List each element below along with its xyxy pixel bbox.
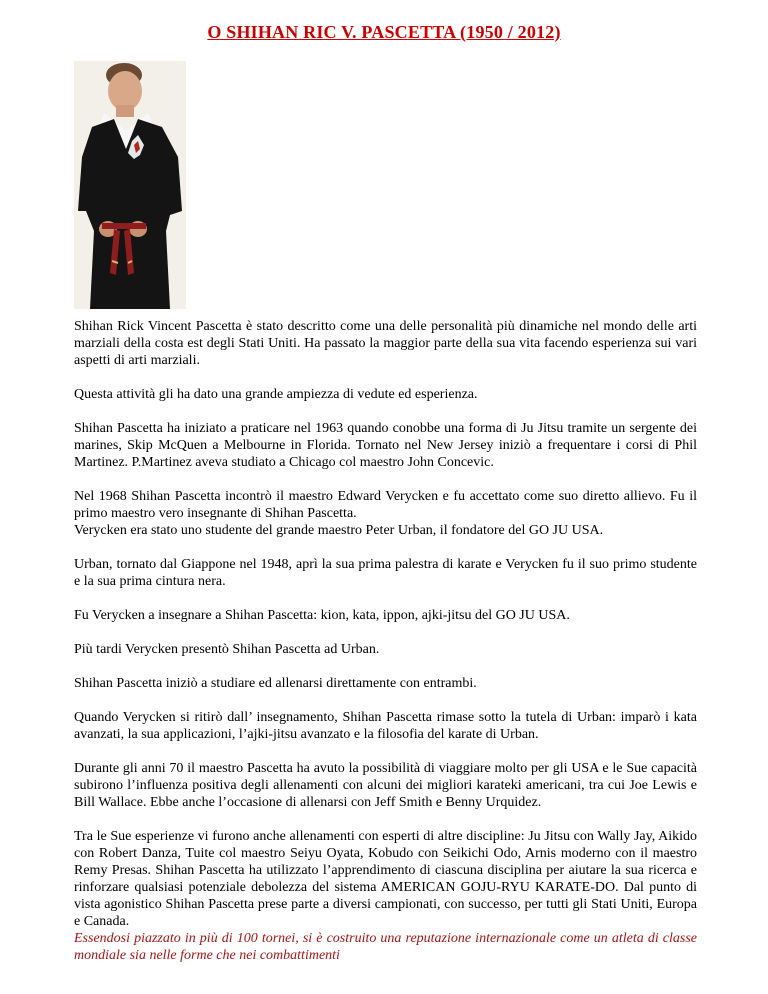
paragraph: Tra le Sue esperienze vi furono anche allenamenti con esperti di altre discipline: Ju Jitsu con Wally Jay, Aikido con Robert Danza, Tuite col maestro Seiyu Oyata, Kobudo con Seikichi Odo, Arnis moderno con il maestro Remy Presas. Shihan Pascetta ha utilizzato l’apprendimento di ciascuna disciplina per aiutare la sua ricerca e rinforzare qualsiasi potenziale debolezza del sistema AMERICAN GOJU-RYU KARATE-DO. Dal punto di vista agonistico Shihan Pascetta prese parte a diversi campionati, con successo, per tutti gli Stati Uniti, Europa e Canada. [74,829,697,929]
portrait-photo [74,61,186,309]
page-title: O SHIHAN RIC V. PASCETTA (1950 / 2012) [207,22,561,42]
paragraph: Durante gli anni 70 il maestro Pascetta ha avuto la possibilità di viaggiare molto per gli USA e le Sue capacità subirono l’influenza positiva degli allenamenti con alcuni dei migliori karateki americani, tra cui Joe Lewis e Bill Wallace. Ebbe anche l’occasione di allenarsi con Jeff Smith e Benny Urquidez. [74,761,697,810]
paragraph: Questa attività gli ha dato una grande ampiezza di vedute ed esperienza. [74,387,478,402]
paragraph: Più tardi Verycken presentò Shihan Pascetta ad Urban. [74,642,380,657]
closing-italic-paragraph: Essendosi piazzato in più di 100 tornei, si è costruito una reputazione internazionale come un atleta di classe mondiale sia nelle forme che nei combattimenti [74,931,697,963]
paragraph: Shihan Pascetta ha iniziato a praticare nel 1963 quando conobbe una forma di Ju Jitsu tramite un sergente dei marines, Skip McQuen a Melbourne in Florida. Tornato nel New Jersey iniziò a frequentare i corsi di Phil Martinez. P.Martinez aveva studiato a Chicago col maestro John Concevic. [74,421,697,470]
biography-text [74,318,697,964]
paragraph: Shihan Rick Vincent Pascetta è stato descritto come una delle personalità più dinamiche nel mondo delle arti marziali della costa est degli Stati Uniti. Ha passato la maggior parte della sua vita facendo esperienza sui vari aspetti di arti marziali. [74,319,697,368]
paragraph: Verycken era stato uno studente del grande maestro Peter Urban, il fondatore del GO JU USA. [74,523,604,538]
portrait-photo-icon [74,61,186,309]
paragraph: Shihan Pascetta iniziò a studiare ed allenarsi direttamente con entrambi. [74,676,477,691]
paragraph: Fu Verycken a insegnare a Shihan Pascetta: kion, kata, ippon, ajki-jitsu del GO JU USA. [74,608,570,623]
paragraph: Quando Verycken si ritirò dall’ insegnamento, Shihan Pascetta rimase sotto la tutela di Urban: imparò i kata avanzati, la sua applicazioni, l’ajki-jitsu avanzato e la filosofia del karate di Urban. [74,710,697,742]
paragraph: Urban, tornato dal Giappone nel 1948, aprì la sua prima palestra di karate e Verycken fu il suo primo studente e la sua prima cintura nera. [74,557,697,589]
paragraph: Nel 1968 Shihan Pascetta incontrò il maestro Edward Verycken e fu accettato come suo diretto allievo. Fu il primo maestro vero insegnante di Shihan Pascetta. [74,489,697,521]
